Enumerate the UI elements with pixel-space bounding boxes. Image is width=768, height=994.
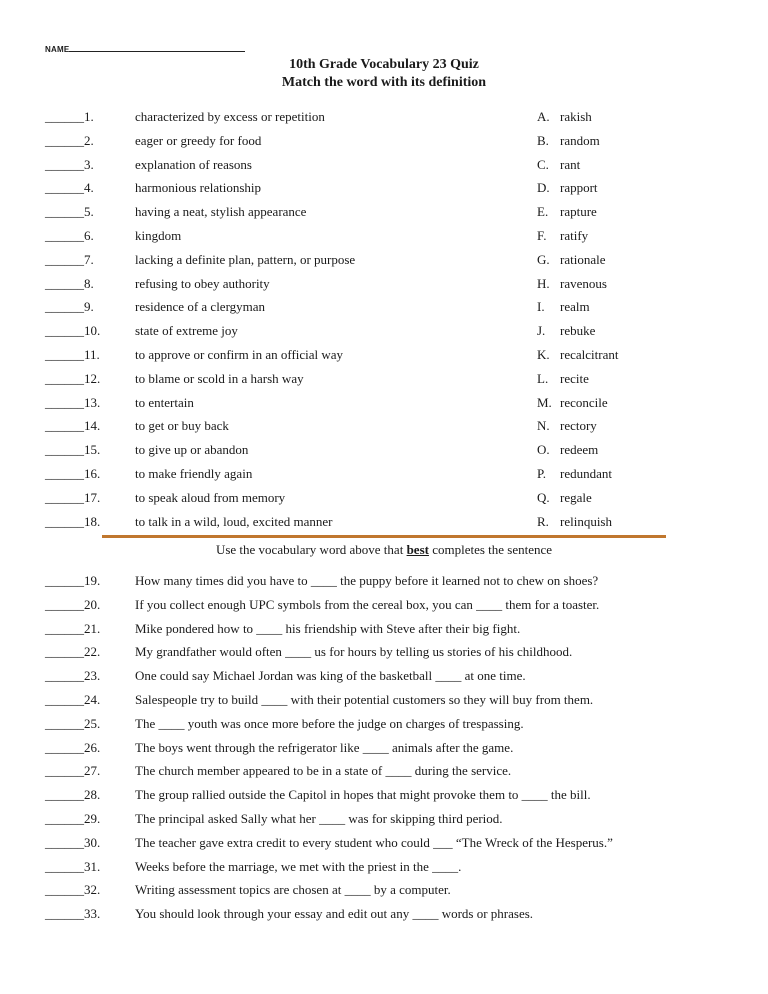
definition-text: harmonious relationship — [135, 180, 262, 196]
sentence-row — [0, 787, 768, 807]
matching-row — [0, 157, 768, 177]
sentence-row — [0, 882, 768, 902]
sentence-text: How many times did you have to ____ the puppy before it learned not to chew on shoes? — [135, 573, 599, 588]
answer-blank[interactable]: ______10. — [45, 323, 101, 339]
sentence-text: If you collect enough UPC symbols from the cereal box, you can ____ them for a toaster. — [135, 596, 600, 612]
choice-letter: N. — [537, 418, 550, 434]
answer-blank[interactable]: ______1. — [45, 109, 94, 124]
answer-blank[interactable]: ______30. — [45, 834, 101, 850]
definition-text: to entertain — [135, 394, 194, 410]
answer-blank[interactable]: ______23. — [45, 668, 101, 684]
matching-row — [0, 228, 768, 248]
answer-blank[interactable]: ______3. — [45, 156, 94, 172]
choice-word: recalcitrant — [560, 347, 619, 362]
choice-letter: Q. — [537, 489, 550, 505]
sentence-row — [0, 621, 768, 641]
definition-text: to talk in a wild, loud, excited manner — [135, 513, 333, 529]
instruction-after: completes the sentence — [428, 542, 553, 557]
answer-blank[interactable]: ______12. — [45, 370, 101, 386]
definition-text: eager or greedy for food — [135, 132, 262, 148]
answer-blank[interactable]: ______2. — [45, 132, 94, 148]
quiz-subtitle: Match the word with its definition — [281, 75, 487, 90]
definition-text: to blame or scold in a harsh way — [135, 370, 304, 386]
choice-word: recite — [560, 370, 589, 386]
matching-row — [0, 276, 768, 296]
matching-row — [0, 442, 768, 462]
definition-text: residence of a clergyman — [135, 299, 266, 315]
sentence-text: The boys went through the refrigerator like ____ animals after the game. — [135, 739, 514, 755]
choice-word: rationale — [560, 251, 606, 267]
answer-blank[interactable]: ______31. — [45, 858, 101, 874]
sentence-row — [0, 811, 768, 831]
sentence-row — [0, 716, 768, 736]
sentence-row — [0, 740, 768, 760]
choice-letter: C. — [537, 156, 549, 172]
answer-blank[interactable]: ______32. — [45, 882, 101, 898]
name-label: NAME — [45, 45, 70, 54]
answer-blank[interactable]: ______5. — [45, 204, 94, 220]
matching-row — [0, 323, 768, 343]
definition-text: to get or buy back — [135, 418, 229, 434]
matching-row — [0, 180, 768, 200]
choice-word: rectory — [560, 418, 597, 434]
choice-word: realm — [560, 299, 590, 315]
sentence-text: The teacher gave extra credit to every student who could ___ “The Wreck of the Hesperus.” — [135, 834, 613, 850]
choice-letter: O. — [537, 442, 550, 458]
answer-blank[interactable]: ______21. — [45, 620, 101, 636]
answer-blank[interactable]: ______24. — [45, 692, 101, 707]
answer-blank[interactable]: ______20. — [45, 596, 101, 612]
answer-blank[interactable]: ______4. — [45, 180, 94, 196]
matching-row — [0, 466, 768, 486]
answer-blank[interactable]: ______15. — [45, 442, 101, 458]
choice-letter: H. — [537, 275, 550, 291]
matching-row — [0, 490, 768, 510]
choice-letter: E. — [537, 204, 549, 220]
sentence-row — [0, 573, 768, 593]
answer-blank[interactable]: ______8. — [45, 275, 94, 291]
sentence-text: The ____ youth was once more before the judge on charges of trespassing. — [135, 715, 524, 731]
choice-word: rebuke — [560, 323, 596, 339]
definition-text: characterized by excess or repetition — [135, 109, 325, 124]
matching-row — [0, 252, 768, 272]
matching-row — [0, 395, 768, 415]
matching-row — [0, 204, 768, 224]
sentence-row — [0, 644, 768, 664]
sentence-text: Weeks before the marriage, we met with the priest in the ____. — [135, 858, 462, 874]
instruction-text — [0, 542, 768, 558]
choice-word: reconcile — [560, 394, 608, 410]
sentence-row — [0, 597, 768, 617]
definition-text: state of extreme joy — [135, 323, 238, 339]
choice-letter: L. — [537, 370, 549, 386]
sentence-text: The group rallied outside the Capitol in hopes that might provoke them to ____ the bill. — [135, 787, 591, 803]
answer-blank[interactable]: ______19. — [45, 573, 101, 588]
choice-letter: P. — [537, 466, 547, 481]
choice-word: rant — [560, 156, 581, 172]
definition-text: refusing to obey authority — [135, 275, 270, 291]
section-divider — [102, 535, 666, 538]
choice-word: ravenous — [560, 275, 607, 291]
sentence-text: You should look through your essay and edit out any ____ words or phrases. — [135, 906, 534, 922]
instruction-emphasis: best — [406, 542, 429, 557]
answer-blank[interactable]: ______16. — [45, 466, 101, 481]
sentence-text: My grandfather would often ____ us for hours by telling us stories of his childhood. — [135, 644, 573, 660]
choice-letter: G. — [537, 251, 550, 267]
answer-blank[interactable]: ______14. — [45, 418, 101, 434]
choice-letter: M. — [537, 394, 552, 410]
answer-blank[interactable]: ______18. — [45, 513, 101, 529]
sentence-row — [0, 859, 768, 879]
answer-blank[interactable]: ______11. — [45, 347, 100, 362]
matching-row — [0, 109, 768, 129]
sentence-row — [0, 835, 768, 855]
answer-blank[interactable]: ______13. — [45, 394, 101, 410]
choice-word: regale — [560, 489, 592, 505]
definition-text: explanation of reasons — [135, 156, 252, 172]
choice-word: random — [560, 132, 600, 148]
answer-blank[interactable]: ______22. — [45, 644, 101, 660]
choice-word: rapture — [560, 204, 597, 220]
answer-blank[interactable]: ______7. — [45, 251, 94, 267]
choice-letter: B. — [537, 132, 549, 148]
name-field[interactable] — [45, 44, 245, 54]
choice-letter: F. — [537, 228, 547, 243]
choice-letter: J. — [537, 323, 546, 339]
definition-text: kingdom — [135, 228, 182, 243]
answer-blank[interactable]: ______27. — [45, 763, 101, 779]
choice-word: relinquish — [560, 513, 612, 529]
choice-letter: R. — [537, 513, 549, 529]
sentence-text: Mike pondered how to ____ his friendship with Steve after their big fight. — [135, 620, 521, 636]
matching-row — [0, 418, 768, 438]
choice-letter: A. — [537, 109, 550, 124]
quiz-title: 10th Grade Vocabulary 23 Quiz — [289, 57, 479, 72]
answer-blank[interactable]: ______9. — [45, 299, 94, 315]
definition-text: to give up or abandon — [135, 442, 249, 458]
choice-word: redeem — [560, 442, 599, 458]
answer-blank[interactable]: ______6. — [45, 228, 94, 243]
matching-row — [0, 514, 768, 534]
sentence-text: The principal asked Sally what her ____ was for skipping third period. — [135, 811, 503, 826]
answer-blank[interactable]: ______28. — [45, 787, 101, 803]
choice-word: redundant — [560, 466, 612, 481]
answer-blank[interactable]: ______29. — [45, 811, 101, 826]
matching-row — [0, 347, 768, 367]
matching-row — [0, 133, 768, 153]
sentence-row — [0, 692, 768, 712]
choice-word: ratify — [560, 228, 589, 243]
definition-text: having a neat, stylish appearance — [135, 204, 307, 220]
answer-blank[interactable]: ______25. — [45, 715, 101, 731]
sentence-text: Writing assessment topics are chosen at ____ by a computer. — [135, 882, 451, 898]
definition-text: to make friendly again — [135, 466, 253, 481]
sentence-row — [0, 763, 768, 783]
answer-blank[interactable]: ______33. — [45, 906, 101, 922]
sentence-row — [0, 668, 768, 688]
definition-text: lacking a definite plan, pattern, or purpose — [135, 251, 356, 267]
sentence-text: Salespeople try to build ____ with their potential customers so they will buy from them. — [135, 692, 594, 707]
sentence-text: The church member appeared to be in a state of ____ during the service. — [135, 763, 512, 779]
answer-blank[interactable]: ______17. — [45, 489, 101, 505]
choice-word: rakish — [560, 109, 592, 124]
sentence-text: One could say Michael Jordan was king of the basketball ____ at one time. — [135, 668, 526, 684]
matching-row — [0, 299, 768, 319]
matching-row — [0, 371, 768, 391]
name-blank-line[interactable] — [69, 44, 245, 52]
answer-blank[interactable]: ______26. — [45, 739, 101, 755]
definition-text: to approve or confirm in an official way — [135, 347, 344, 362]
choice-letter: I. — [537, 299, 545, 315]
instruction-before: Use the vocabulary word above that — [215, 542, 407, 557]
sentence-row — [0, 906, 768, 926]
definition-text: to speak aloud from memory — [135, 489, 286, 505]
choice-letter: D. — [537, 180, 550, 196]
choice-word: rapport — [560, 180, 598, 196]
choice-letter: K. — [537, 347, 550, 362]
